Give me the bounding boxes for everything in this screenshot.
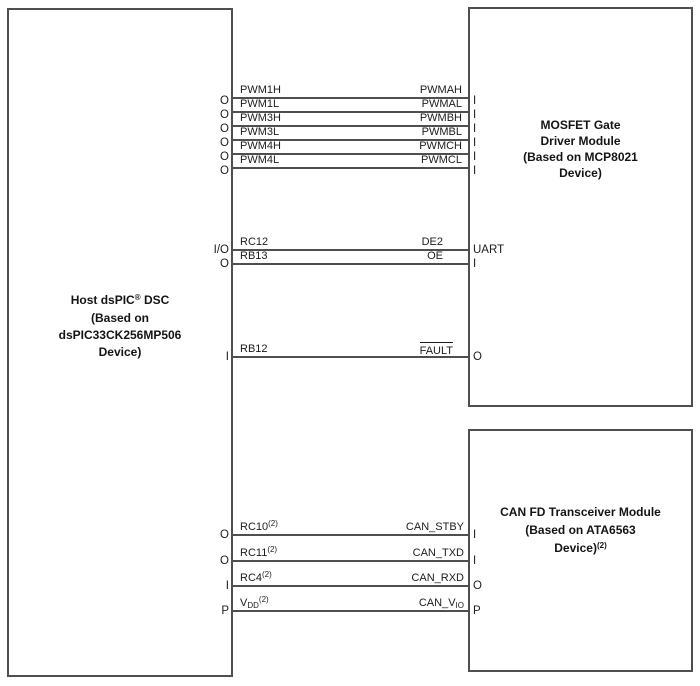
pin-left-label: PWM3L	[240, 126, 280, 138]
host-title-line2: (Based on	[90, 311, 149, 325]
pin-direction-left: I/O	[213, 244, 229, 256]
footnote-2-superscript: (2)	[596, 541, 607, 550]
pin-direction-left: O	[220, 137, 229, 149]
host-title-line1: Host dsPIC® DSC	[70, 293, 170, 307]
pin-right-label: OE	[427, 250, 443, 262]
pin-right-label: PWMCL	[421, 154, 462, 166]
pin-right-label: CAN_STBY	[405, 521, 464, 533]
mosfet-block-title	[468, 117, 693, 181]
pin-direction-left: O	[220, 529, 229, 541]
pin-wire	[233, 167, 468, 169]
registered-trademark-symbol: ®	[134, 293, 141, 302]
vio-subscript: IO	[455, 601, 464, 610]
pin-direction-right: I	[473, 109, 477, 121]
pin-left-label: RC11$^{(2)}$	[240, 545, 278, 559]
vdd-subscript: DD	[247, 601, 259, 610]
host-title-line3: dsPIC33CK256MP506	[58, 328, 182, 342]
pin-left-label: VDD$^{(2)}$	[240, 595, 269, 610]
footnote-2-superscript: (2)	[267, 545, 278, 554]
mosfet-title-line2: Driver Module	[540, 134, 621, 148]
pin-right-label	[420, 342, 453, 358]
pin-left-label: PWM3H	[240, 112, 281, 124]
pin-left-label: PWM4L	[240, 154, 280, 166]
can-title-line2: (Based on ATA6563	[525, 523, 636, 537]
pin-direction-right: O	[473, 580, 482, 592]
pin-direction-right: I	[473, 529, 477, 541]
pin-right-label: PWMBH	[419, 112, 462, 124]
pin-direction-left: O	[220, 165, 229, 177]
pin-direction-right: I	[473, 123, 477, 135]
pin-left-label: PWM1H	[240, 84, 281, 96]
pin-direction-right: I	[473, 95, 477, 107]
pin-direction-left: P	[221, 605, 229, 617]
fault-active-low-label: FAULT	[420, 342, 453, 358]
pin-direction-right: I	[473, 555, 477, 567]
pin-right-label: PWMBL	[421, 126, 462, 138]
pin-left-label: RC10$^{(2)}$	[240, 519, 278, 533]
pin-right-label: PWMAH	[419, 84, 462, 96]
pin-direction-right: I	[473, 137, 477, 149]
pin-direction-left: O	[220, 109, 229, 121]
footnote-2-superscript: (2)	[262, 570, 272, 579]
pin-right-label: CAN_TXD	[412, 547, 464, 559]
pin-direction-right: I	[473, 151, 477, 163]
pin-right-label: CAN_VIO	[418, 597, 464, 610]
pin-direction-left: O	[220, 258, 229, 270]
pin-direction-right: I	[473, 165, 477, 177]
pin-left-label: PWM1L	[240, 98, 280, 110]
pin-direction-left: O	[220, 555, 229, 567]
pin-left-label: RB12	[240, 343, 268, 355]
pin-direction-right: O	[473, 351, 482, 363]
can-title-line3: Device)$^{(2)}$	[554, 541, 607, 555]
pin-right-label: PWMAL	[421, 98, 462, 110]
mosfet-title-line4: Device)	[559, 166, 602, 180]
pin-direction-left: I	[225, 351, 229, 363]
pin-direction-left: O	[220, 151, 229, 163]
pin-right-label: PWMCH	[419, 140, 462, 152]
pin-direction-left: I	[225, 580, 229, 592]
mosfet-title-line1: MOSFET Gate	[540, 118, 621, 132]
pin-left-label: RB13	[240, 250, 268, 262]
pin-direction-right: P	[473, 605, 481, 617]
pin-right-label: DE2	[421, 236, 443, 248]
pin-left-label: RC4$^{(2)}$	[240, 570, 272, 584]
pin-left-label: RC12	[240, 236, 269, 248]
mosfet-title-line3: (Based on MCP8021	[523, 150, 638, 164]
footnote-2-superscript: (2)	[258, 595, 269, 604]
pin-direction-left: O	[220, 95, 229, 107]
footnote-2-superscript: (2)	[268, 519, 278, 528]
can-block-title	[468, 503, 693, 559]
mosfet-gate-driver-block	[468, 7, 693, 407]
pin-wire	[233, 263, 468, 265]
pin-direction-right: I	[473, 258, 477, 270]
host-title-line4: Device)	[98, 345, 142, 359]
pin-left-label: PWM4H	[240, 140, 281, 152]
pin-direction-left: O	[220, 123, 229, 135]
uart-port-label: UART	[473, 244, 505, 256]
pin-right-label: CAN_RXD	[411, 572, 464, 584]
can-title-line1: CAN FD Transceiver Module	[500, 505, 661, 519]
